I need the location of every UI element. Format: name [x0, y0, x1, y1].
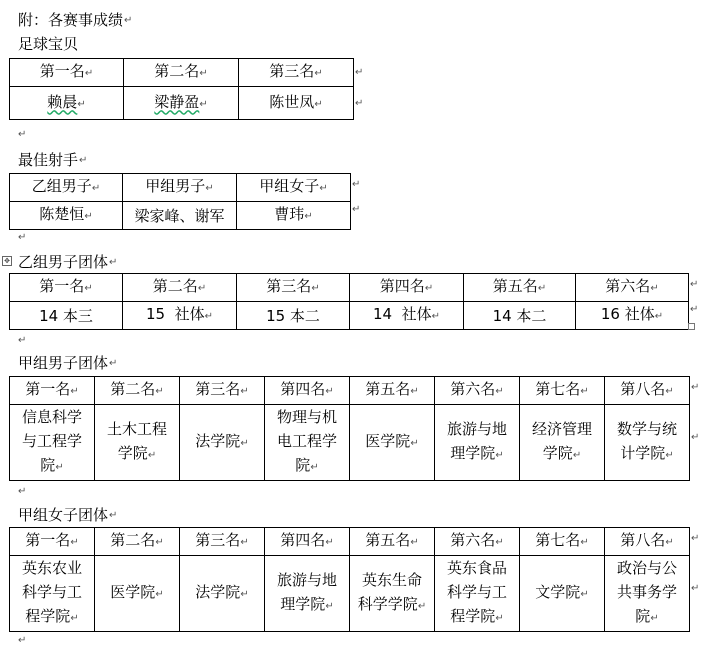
table-football-baby — [9, 58, 354, 120]
table-header-cell: 第四名↵ — [265, 528, 350, 556]
paragraph-mark-icon: ↵ — [18, 335, 27, 346]
table-header-cell: 甲组女子↵ — [237, 174, 351, 202]
table-header-cell: 第八名↵ — [605, 528, 690, 556]
table-header-cell: 第四名↵ — [265, 377, 350, 405]
table-cell: 陈楚恒↵ — [10, 202, 123, 230]
section5-title-text: 甲组女子团体 — [18, 506, 109, 524]
row-end-mark-icon: ↵ — [352, 204, 361, 215]
table-header-cell: 第六名↵ — [576, 274, 689, 302]
table-header-cell: 第三名↵ — [237, 274, 350, 302]
table-cell: 文学院↵ — [520, 556, 605, 632]
paragraph-mark-icon: ↵ — [124, 14, 133, 26]
table-cell: 曹玮↵ — [237, 202, 351, 230]
table-header-cell: 第六名↵ — [435, 528, 520, 556]
row-end-mark-icon: ↵ — [691, 432, 700, 443]
table-cell: 医学院↵ — [95, 556, 180, 632]
table-header-cell: 第一名↵ — [10, 274, 123, 302]
doc-heading — [18, 10, 132, 30]
table-cell: 经济管理 学院↵ — [520, 405, 605, 481]
paragraph-mark-icon: ↵ — [109, 509, 118, 521]
table-cell: 医学院↵ — [350, 405, 435, 481]
table-cell: 陈世凤↵ — [239, 87, 354, 120]
row-end-mark-icon: ↵ — [355, 67, 364, 78]
table-header-cell: 第一名↵ — [10, 377, 95, 405]
section1-title-text: 足球宝贝 — [18, 35, 79, 53]
section3-title-text: 乙组男子团体 — [18, 253, 109, 271]
table-cell: 英东农业 科学与工 程学院↵ — [10, 556, 95, 632]
section-title-best-shooter — [18, 150, 87, 170]
table-header-cell: 第七名↵ — [520, 377, 605, 405]
table-resize-handle[interactable] — [688, 323, 695, 330]
section-title-football-baby — [18, 34, 78, 54]
section4-title-text: 甲组男子团体 — [18, 354, 109, 372]
table-header-cell: 第二名↵ — [95, 377, 180, 405]
paragraph-mark-icon: ↵ — [18, 635, 27, 646]
table-header-cell: 第一名↵ — [10, 59, 124, 87]
row-end-mark-icon: ↵ — [355, 98, 364, 109]
doc-heading-text: 附：各赛事成绩 — [18, 11, 124, 29]
table-cell: 旅游与地 理学院↵ — [435, 405, 520, 481]
table-header-cell: 第一名↵ — [10, 528, 95, 556]
table-best-shooter — [9, 173, 351, 230]
row-end-mark-icon: ↵ — [691, 533, 700, 544]
row-end-mark-icon: ↵ — [352, 179, 361, 190]
table-cell: 信息科学 与工程学 院↵ — [10, 405, 95, 481]
table-header-cell: 乙组男子↵ — [10, 174, 123, 202]
table-header-cell: 第六名↵ — [435, 377, 520, 405]
table-cell: 15 本二 — [237, 302, 350, 330]
paragraph-mark-icon: ↵ — [18, 486, 27, 497]
table-header-cell: 第二名↵ — [124, 59, 239, 87]
table-header-cell: 第五名↵ — [350, 377, 435, 405]
section2-title-text: 最佳射手 — [18, 151, 79, 169]
table-cell: 法学院↵ — [180, 556, 265, 632]
table-cell: 14 本三 — [10, 302, 123, 330]
table-header-cell: 第二名↵ — [123, 274, 237, 302]
row-end-mark-icon: ↵ — [690, 279, 699, 290]
table-b-men-team — [9, 273, 689, 330]
table-cell: 16 社体↵ — [576, 302, 689, 330]
table-header-cell: 第三名↵ — [239, 59, 354, 87]
table-a-men-team — [9, 376, 690, 481]
table-header-cell: 第三名↵ — [180, 528, 265, 556]
table-cell: 英东食品 科学与工 程学院↵ — [435, 556, 520, 632]
section-title-b-men-team — [18, 252, 117, 272]
table-header-cell: 甲组男子↵ — [123, 174, 237, 202]
row-end-mark-icon: ↵ — [691, 583, 700, 594]
table-cell: 梁静盈↵ — [124, 87, 239, 120]
table-cell: 土木工程 学院↵ — [95, 405, 180, 481]
table-header-cell: 第三名↵ — [180, 377, 265, 405]
section-title-a-men-team — [18, 353, 117, 373]
table-header-cell: 第五名↵ — [464, 274, 576, 302]
table-cell: 政治与公 共事务学 院↵ — [605, 556, 690, 632]
paragraph-mark-icon: ↵ — [79, 154, 88, 166]
table-header-cell: 第八名↵ — [605, 377, 690, 405]
paragraph-mark-icon: ↵ — [18, 232, 27, 243]
table-cell: 赖晨↵ — [10, 87, 124, 120]
table-cell: 英东生命 科学学院↵ — [350, 556, 435, 632]
paragraph-mark-icon: ↵ — [109, 256, 118, 268]
table-header-cell: 第七名↵ — [520, 528, 605, 556]
table-cell: 梁家峰、谢军 — [123, 202, 237, 230]
table-cell: 14 本二 — [464, 302, 576, 330]
table-header-cell: 第四名↵ — [350, 274, 464, 302]
table-header-cell: 第二名↵ — [95, 528, 180, 556]
table-cell: 14 社体↵ — [350, 302, 464, 330]
row-end-mark-icon: ↵ — [691, 382, 700, 393]
row-end-mark-icon: ↵ — [690, 304, 699, 315]
table-move-handle-icon[interactable]: ✥ — [2, 256, 12, 266]
table-cell: 物理与机 电工程学 院↵ — [265, 405, 350, 481]
table-cell: 15 社体↵ — [123, 302, 237, 330]
paragraph-mark-icon: ↵ — [109, 357, 118, 369]
table-cell: 旅游与地 理学院↵ — [265, 556, 350, 632]
paragraph-mark-icon: ↵ — [18, 129, 27, 140]
section-title-a-women-team — [18, 505, 117, 525]
table-cell: 数学与统 计学院↵ — [605, 405, 690, 481]
table-a-women-team — [9, 527, 690, 632]
table-cell: 法学院↵ — [180, 405, 265, 481]
table-header-cell: 第五名↵ — [350, 528, 435, 556]
